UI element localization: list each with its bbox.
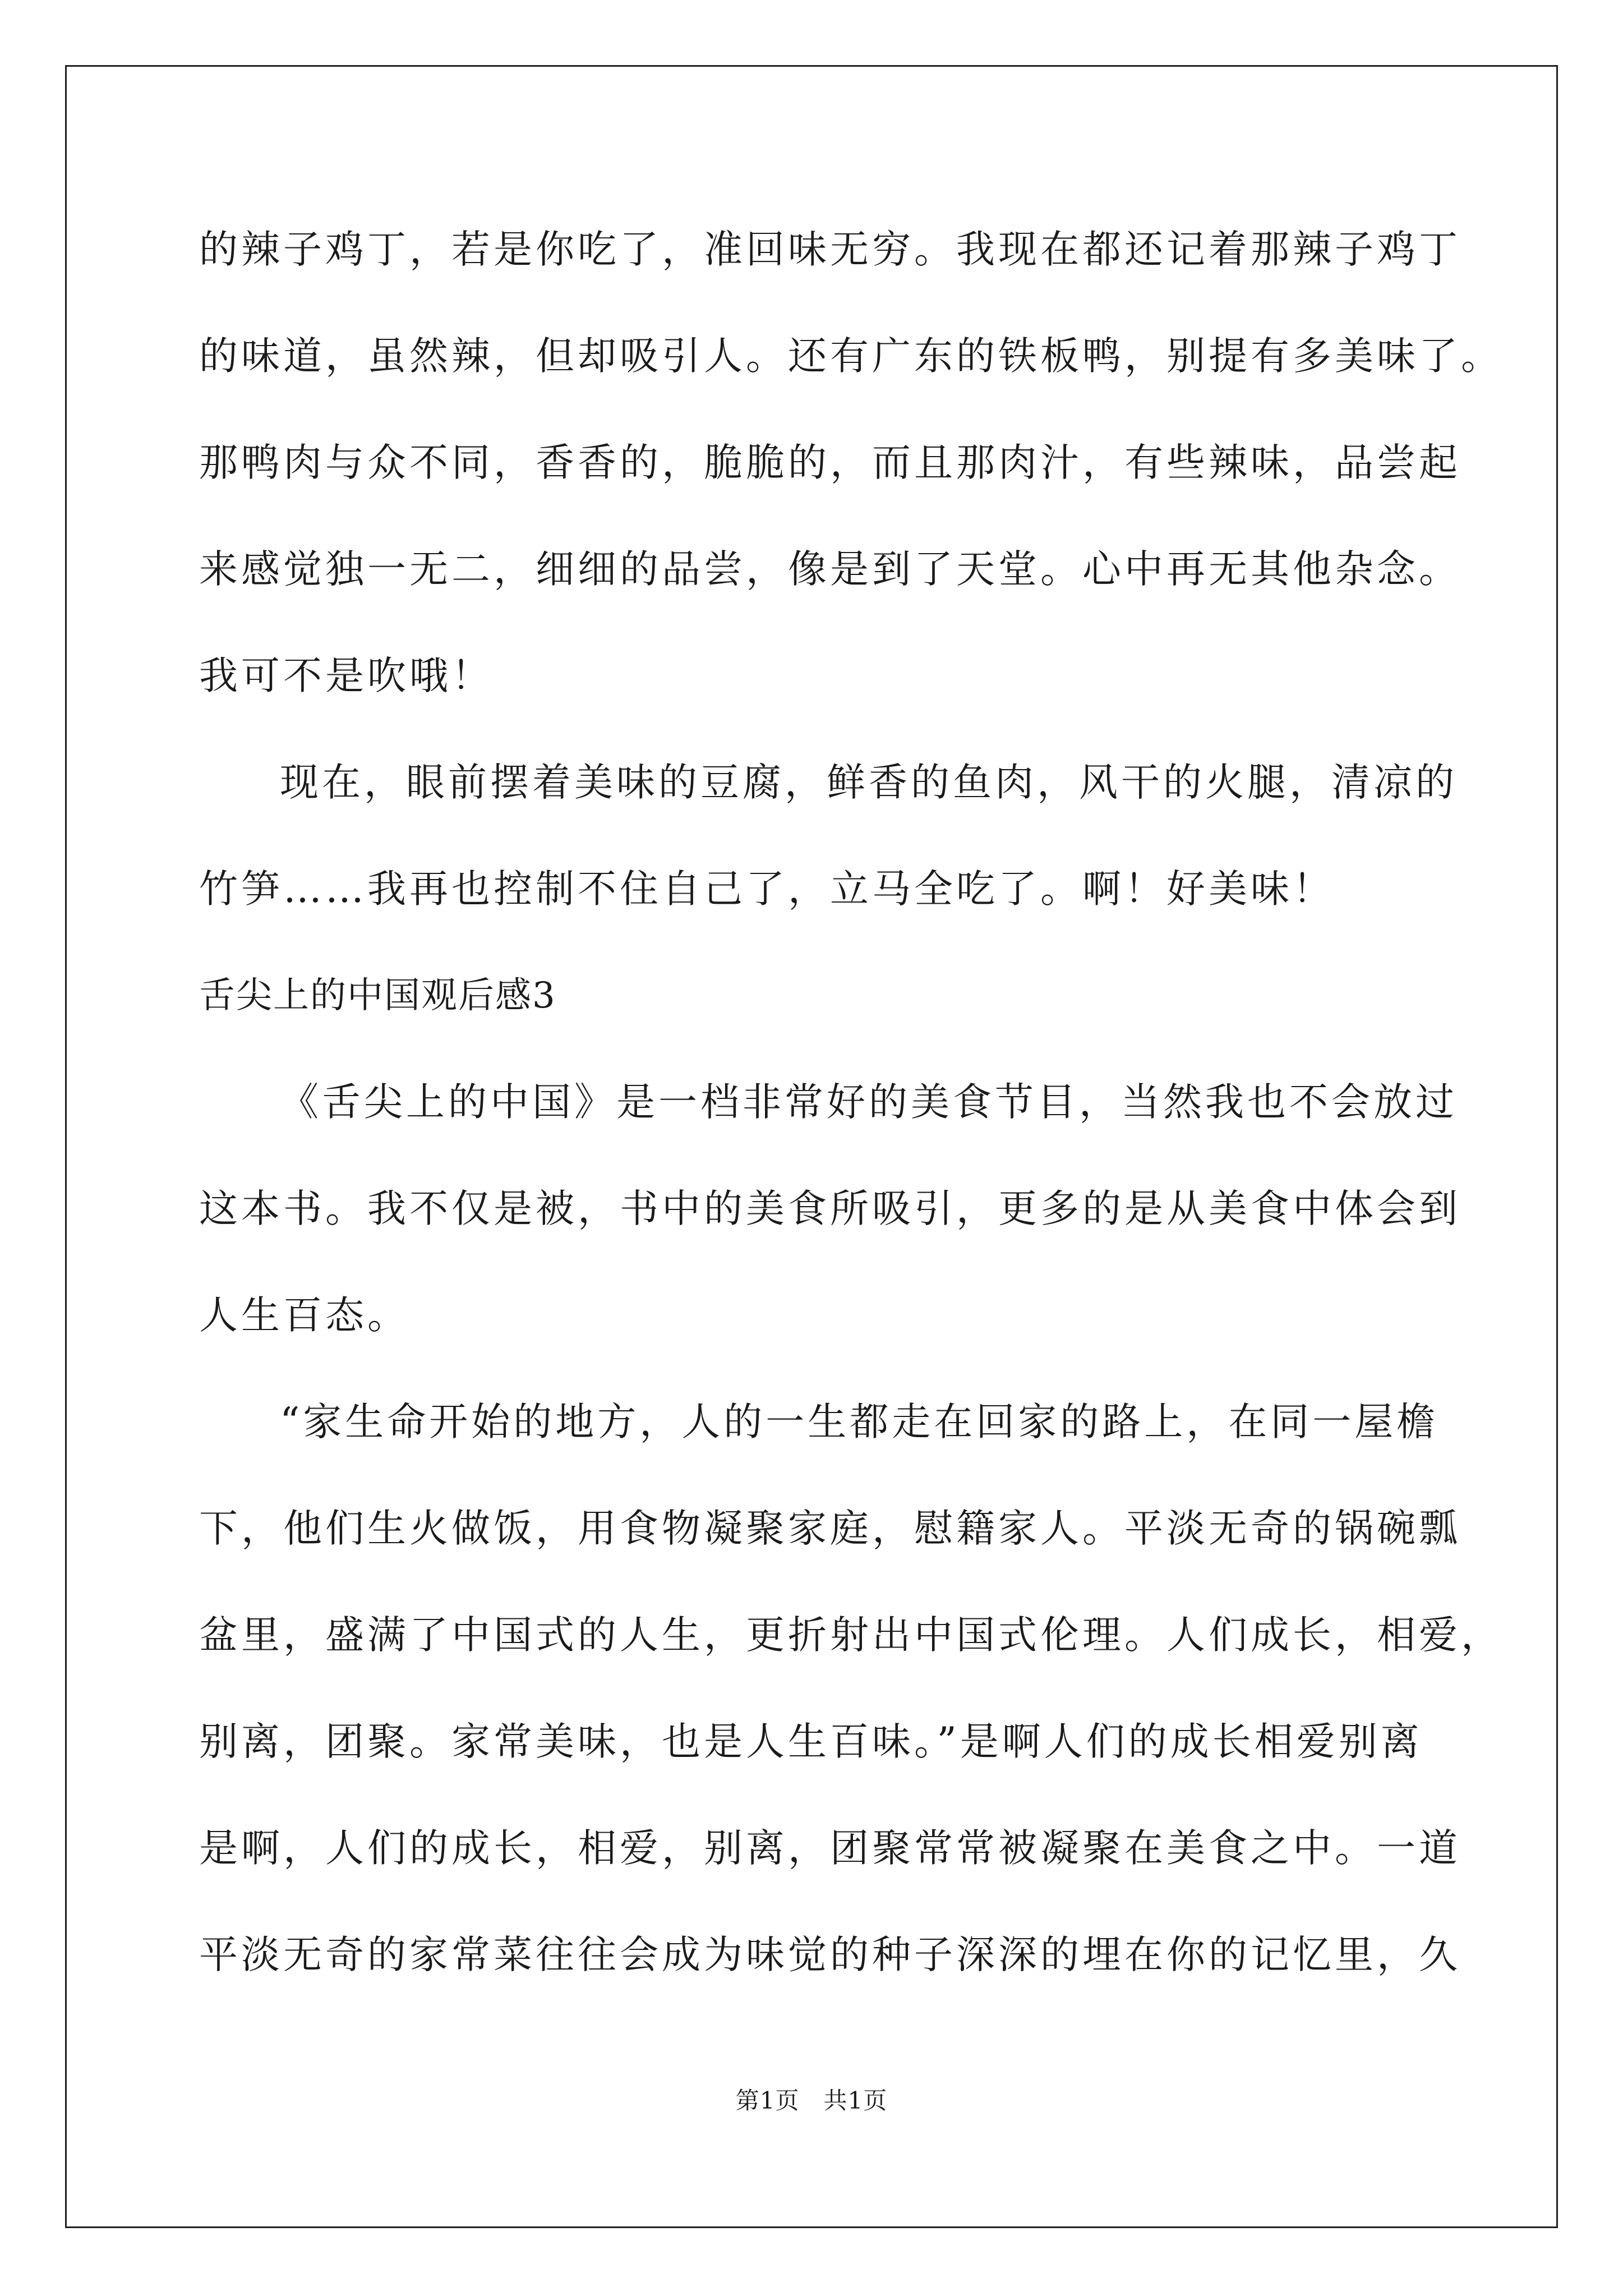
paragraph-start: “家生命开始的地方，人的一生都走在回家的路上，在同一屋檐 <box>280 1400 1439 1444</box>
document-body <box>199 219 1503 2031</box>
paragraph-start: 《舌尖上的中国》是一档非常好的美食节目，当然我也不会放过 <box>280 1080 1458 1125</box>
text-line: 平淡无奇的家常菜往往会成为味觉的种子深深的埋在你的记忆里，久 <box>199 1932 1461 1977</box>
text-line: 竹笋……我再也控制不住自己了，立马全吃了。啊！好美味！ <box>199 867 1335 912</box>
paragraph-start: 现在，眼前摆着美味的豆腐，鲜香的鱼肉，风干的火腿，清凉的 <box>280 760 1458 805</box>
text-line: 盆里，盛满了中国式的人生，更折射出中国式伦理。人们成长，相爱， <box>199 1613 1503 1658</box>
text-line: 的味道，虽然辣，但却吸引人。还有广东的铁板鸭，别提有多美味了。 <box>199 334 1503 379</box>
text-line: 人生百态。 <box>199 1293 409 1338</box>
text-line: 我可不是吹哦！ <box>199 654 494 698</box>
section-heading: 舌尖上的中国观后感3 <box>199 975 556 1016</box>
text-line: 下，他们生火做饭，用食物凝聚家庭，慰籍家人。平淡无奇的锅碗瓢 <box>199 1506 1461 1551</box>
text-line: 是啊，人们的成长，相爱，别离，团聚常常被凝聚在美食之中。一道 <box>199 1826 1461 1871</box>
text-line: 那鸭肉与众不同，香香的，脆脆的，而且那肉汁，有些辣味，品尝起 <box>199 440 1461 485</box>
page-footer: 第1页 共1页 <box>735 2087 888 2114</box>
text-line: 的辣子鸡丁，若是你吃了，准回味无穷。我现在都还记着那辣子鸡丁 <box>199 227 1461 272</box>
text-line: 这本书。我不仅是被，书中的美食所吸引，更多的是从美食中体会到 <box>199 1186 1461 1231</box>
text-line: 别离，团聚。家常美味，也是人生百味。”是啊人们的成长相爱别离 <box>199 1719 1423 1764</box>
text-line: 来感觉独一无二，细细的品尝，像是到了天堂。心中再无其他杂念。 <box>199 547 1461 592</box>
